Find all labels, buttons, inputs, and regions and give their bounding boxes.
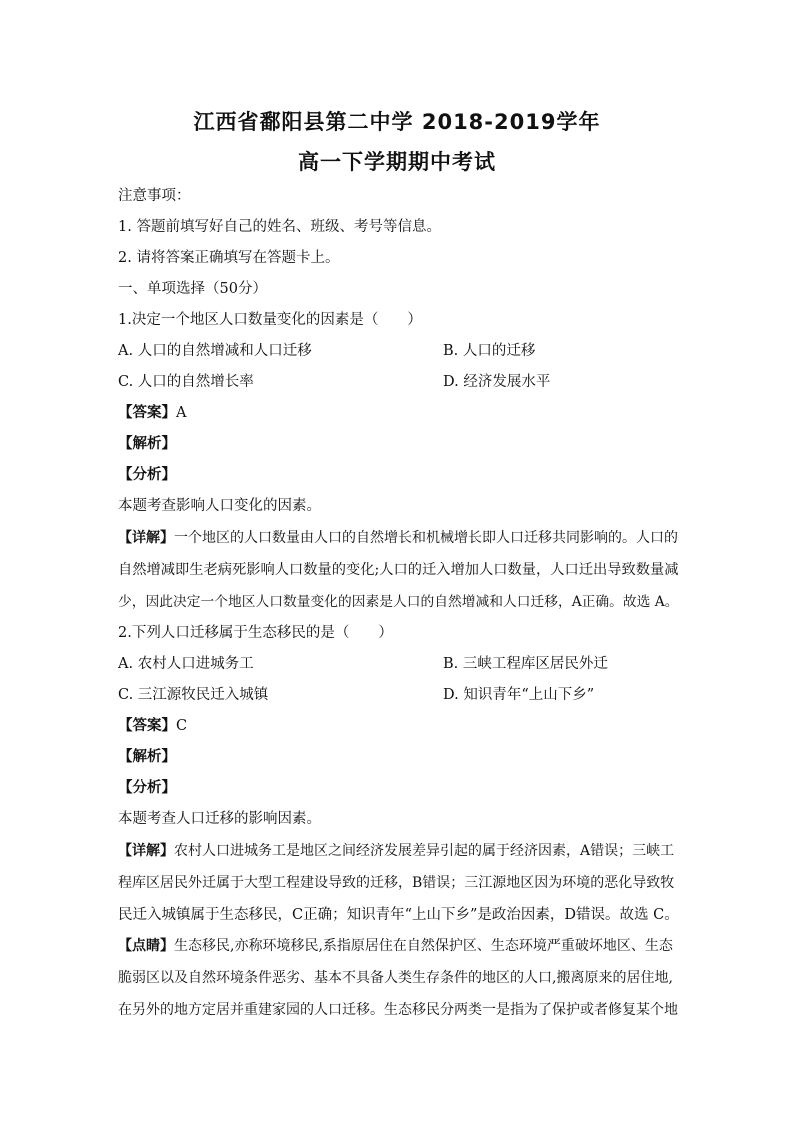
q1-stem: 1.决定一个地区人口数量变化的因素是（ ）	[118, 312, 422, 328]
q2-option-a: A. 农村人口进城务工	[118, 656, 254, 672]
q1-detail-label: 【详解】	[118, 530, 174, 546]
q2-fenxi-label: 【分析】	[118, 779, 176, 796]
q2-detail-line2: 程库区居民外迁属于大型工程建设导致的迁移，B错误；三江源地区因为环境的恶化导致牧	[118, 875, 675, 891]
q2-jiexi-label: 【解析】	[118, 748, 176, 765]
q2-dianjing-label: 【点睛】	[118, 938, 174, 954]
q2-detail-text1: 农村人口进城务工是地区之间经济发展差异引起的属于经济因素，A错误；三峡工	[174, 843, 675, 859]
q1-jiexi-label: 【解析】	[118, 435, 176, 452]
q2-stem: 2.下列人口迁移属于生态移民的是（ ）	[118, 625, 393, 641]
notes-item-1: 1. 答题前填写好自己的姓名、班级、考号等信息。	[118, 219, 441, 235]
exam-title-line2: 高一下学期期中考试	[298, 150, 496, 174]
q1-answer-value: A	[176, 405, 187, 421]
exam-title-line1: 江西省鄱阳县第二中学 2018-2019学年	[193, 110, 601, 134]
q1-option-b: B. 人口的迁移	[443, 343, 536, 359]
q2-answer-value: C	[176, 718, 188, 734]
q2-option-d: D. 知识青年“上山下乡”	[443, 687, 595, 703]
q2-answer	[118, 716, 187, 736]
q1-detail-line1	[118, 528, 678, 548]
q2-dianjing-text1: 生态移民,亦称环境移民,系指原居住在自然保护区、生态环境严重破坏地区、生态	[174, 938, 673, 954]
q1-answer	[118, 403, 186, 423]
notes-heading: 注意事项：	[118, 188, 191, 204]
section-heading: 一、单项选择（50分）	[118, 281, 267, 297]
q2-dianjing-line3: 在另外的地方定居并重建家园的人口迁移。生态移民分两类一是指为了保护或者修复某个地	[118, 1002, 678, 1018]
q1-answer-label: 【答案】	[118, 404, 176, 421]
q2-answer-label: 【答案】	[118, 717, 176, 734]
q1-option-a: A. 人口的自然增减和人口迁移	[118, 343, 312, 359]
q2-detail-label: 【详解】	[118, 843, 174, 859]
q1-fenxi-label: 【分析】	[118, 466, 176, 483]
q1-detail-line3: 少，因此决定一个地区人口数量变化的因素是人口的自然增减和人口迁移，A正确。故选 A。	[118, 594, 679, 610]
q2-dianjing-line1	[118, 936, 673, 956]
q2-option-b: B. 三峡工程库区居民外迁	[443, 656, 608, 672]
q2-detail-line3: 民迁入城镇属于生态移民，C正确；知识青年“上山下乡”是政治因素，D错误。故选 C。	[118, 907, 679, 923]
notes-item-2: 2. 请将答案正确填写在答题卡上。	[118, 250, 340, 266]
q2-analysis: 本题考查人口迁移的影响因素。	[118, 811, 321, 827]
q1-option-c: C. 人口的自然增长率	[118, 374, 254, 390]
q2-dianjing-line2: 脆弱区以及自然环境条件恶劣、基本不具备人类生存条件的地区的人口,搬离原来的居住地,	[118, 970, 673, 986]
q2-detail-line1	[118, 841, 674, 861]
q1-detail-text1: 一个地区的人口数量由人口的自然增长和机械增长即人口迁移共同影响的。人口的	[174, 530, 678, 546]
q1-analysis: 本题考查影响人口变化的因素。	[118, 498, 321, 514]
q1-detail-line2: 自然增减即生老病死影响人口数量的变化;人口的迁入增加人口数量，人口迁出导致数量减	[118, 562, 679, 578]
q2-option-c: C. 三江源牧民迁入城镇	[118, 687, 269, 703]
q1-option-d: D. 经济发展水平	[443, 374, 551, 390]
